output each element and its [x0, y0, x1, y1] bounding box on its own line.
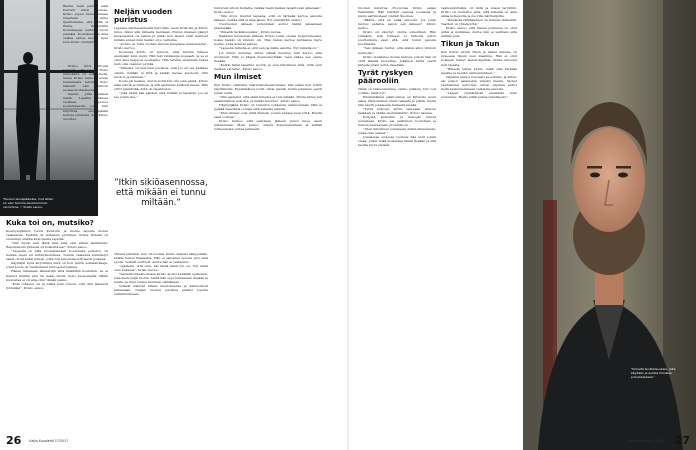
- paragraph: Yhtenä päivänä, kun 19-vuotias Kristo makasi sängyssään, kaikki tuntui hiljaiselta. Hän ei jaksanut nousta ylös eikä syödä. Ystävät soittivat, mutta hän ei vastannut.: [114, 252, 208, 265]
- paragraph: ”Mun ilmiset ovat niitä ihmisiä, joiden kanssa teen töitä. Heistä saan voimaa.”: [214, 111, 322, 120]
- paragraph: Kristo oli väsynyt, mutta onnellinen. Hän ymmärsi, että rohkeus ei tarkoita pelon puuttumista vaan sitä, että toimii pelosta huolimatta.: [358, 30, 436, 47]
- article-column-1-mid: [63, 64, 108, 204]
- pull-quote: ”Itkin sikiöasennossa, että mikään ei tunnu miltään.”: [114, 178, 208, 209]
- left-page-info: Kaiku Kuvalehti 17/2017: [29, 438, 69, 443]
- paragraph: Jos Kristo muistaa, miten elämä muuttui, hän kertoo siitä avoimesti. Hän ei häpeä menneisyyttään vaan näkee sen osana itseään.: [214, 50, 322, 63]
- article-column-2-top: [114, 6, 208, 176]
- right-page-number: 27: [674, 434, 690, 447]
- paragraph: ”Olin hyvin, kun lähtä kävi aina vain siihen ahdistusta. Rapuhaisuni yhdessä oli koskettavaa”, Kristo sanoo.: [6, 241, 108, 250]
- portrait-photo: [523, 0, 696, 450]
- paragraph: Jokaisessa uudessa roolissa hän etsii jotain omaa, jotain mikä koskettaa häntä itseään ja sitä kautta myös yleisöä.: [358, 135, 436, 148]
- paragraph: Kristo kertoo, että esityksen jälkeen yleisö tulee usein juttelemaan. Moni kertoo omista kokemuksistaan ja kiittää rohkeudesta puhua julkisesti.: [214, 119, 322, 132]
- paragraph: Vuoden kuluttua 25-vuotias Kristo palasi Helsinkiin. Hän näytteli useissa rooleissa ja kiersi esityksineen ympäri Suomea.: [358, 6, 436, 19]
- right-page-info: Kaiku Kuvalehti 17/2017: [627, 438, 667, 443]
- paragraph: Ystävät näkivät hänen muutoksensa ja kannustivat jatkamaan. Neljän vuoden puristus päättyi lopulta valmistumiseen.: [114, 284, 208, 297]
- paragraph: Kun Kristo valmistui Teatterikorkeakoulusta, hän pääsi heti töihin näyttämölle. Ensimmäiset roolit olivat pieniä, mutta jokainen opetti jotain uutta.: [214, 82, 322, 95]
- article-column-2-bottom: [114, 252, 208, 424]
- paragraph: ”Päätin, että en enää piiloudu. Jos jokin tuntuu pahalta, sanon sen ääneen”, Kristo kertoo.: [358, 18, 436, 31]
- right-footer: [625, 430, 690, 449]
- portrait-image: [523, 0, 696, 450]
- paragraph: Kristo, tiivis tiirosta kerrottu, että lukee: ”Koko pianokaita on enää tiedä, miten Kristo kainoisi arvaa kuinaniusta tehdä.” Koko näkevät vain tarkoin juoksevia ihmiseyksia.: [63, 64, 108, 93]
- paragraph: Hänen kanssaan lähetettiin siitä kaikkihin kouluihin, se ei tiennyt kuinka yksi tai kaksi mistä. Koko kaupungilla vähän kuulostaa ei oli aina ollut tämän pakko.: [6, 269, 108, 282]
- article-column-3: [214, 6, 322, 424]
- paragraph: ”Oonko se tuttu tuohan sinusta kaupassa sunnuntaina”, Kristo kertoo.: [114, 42, 208, 51]
- paragraph: ”Minusta oli tuntunut puristus, että jos en tee kaikkea oikein, mikään ei riitä ja kaikki menee huonosti. Olin levoton ja itkuinen.”: [114, 66, 208, 79]
- paragraph: ”Olin ajatellut, että ehkä minusta ei tule mitään. Mutta sitten tuli ensimmäinen ensi-ilta, ja kaikki muuttui”, Kristo sanoo.: [214, 94, 322, 103]
- paragraph: tuntuivat silloin hurjalta, vaikka tiesin kaiken tapahtuvan aikanaan”, Kristo sanoo.: [214, 6, 322, 15]
- page-gutter: [347, 0, 349, 450]
- paragraph: Saanto jolka selkeä mistä. Lapsilla haluaa suokissa imprevoi koulutuksesta, jossa hän kirjoittaa ensimmäisiä kertoja pulmulla. Sen Kristo unohtuu.: [63, 92, 108, 121]
- paragraph: Näyttelijänä Kristo on tunnettu rohkeista valinnoistaan. Hän ei pelkää haastavia rooleja eikä vaikeita aiheita.: [214, 102, 322, 112]
- paragraph: Koulu jäi kesken, mutta kotiä tuli olla joka päivä. Kristo laski päiviä ja viikkoja, ja silti ajatukset kulkivat kauas. Hän yritti ymmärtää, mitä oli tapahtunut.: [114, 78, 208, 91]
- paragraph: ”Ihmisistä välittäminen on minulle tärkeintä. Teatteri on yhteistyötä.”: [441, 18, 517, 27]
- section-heading: Tyrät ryskyen päärooliin: [358, 67, 414, 85]
- article-column-1-bottom: [6, 217, 108, 422]
- paragraph: Ensimmäinen pääroolinsa oli Kristolle suuri askel. Harjoitukset olivat raskaita ja pitkiä, mutta hän nautti jokaisesta hetkestä lavalla.: [358, 94, 436, 107]
- paragraph: ”Sen jälkeen tuntui, että elämä alkoi vihdoin kunnolla.”: [358, 46, 436, 55]
- paragraph: Kristo muistelee monia kertoja, jolloin hän oli ollut lähellä luovuttaa. Jokainen kerta opetti hänelle jotain uutta itsestään.: [358, 54, 436, 67]
- paragraph: ”Lapset ymmärtävät enemmän kuin luulemme. Heille pitää puhua rehellisesti.”: [441, 90, 517, 99]
- paragraph: Teatterikorkeakoulussa Kristo aloitti keväällä opiskelun, joka kesti neljä vuotta. Siellä hän oppi tuntemaan itseään ja muita, ja löysi uuden suunnan elämälleen.: [114, 272, 208, 285]
- paragraph: Ohjelma kasvoi nopeasti suosituksi, ja Kristo sai paljon palautetta ympäri maata. Monet vanhemmat kertoivat, miten ohjelma auttoi heitä keskustelemaan vaikeista asioista.: [441, 74, 517, 91]
- paragraph: Kouluympäristö tuotti Kristolle ja muille lapsille monia vaikeuksia. Kaikilla oli erilainen pyrkimys, mutta yhdellä oli suurempi urakka kuin muilla lapsilla.: [6, 229, 108, 242]
- paragraph: ”Lapsena minulla ei ollut sanoja näille asioille. Nyt minulla on.”: [219, 46, 319, 51]
- paragraph: Kaikkien kuvausten jälkeen Kristo tunsi olonsa helpottuneeksi, koska kaikki oli vihdoin ohi. Hän halusi kertoa tarinansa myös muille, jotka kokivat samaa.: [214, 34, 322, 47]
- paragraph: Nuoruuden ääneen puhuminen auttoi häntä jaksamaan pidempään.: [214, 22, 322, 31]
- paragraph: ”Olen kiitollinen jokaisesta mahdollisuudesta, jonka olen saanut.”: [358, 127, 436, 136]
- paragraph: Lapsena näyttelemisestä kerrottiin usein Kristolle ja Kristo tunsi, miksi sitä hänestä halutaan. Eniten mieleen jäänyt kuvauspäivä oli vaikea ja pitkä, kun lapset eivät tienneet mitään ennen kuin kaikki oli jo valmiina.: [114, 26, 208, 43]
- paragraph: ”Ajattelin, että okei, kai tässä tämä nyt on. Nyt minä olen hukassa”, Kristo kertoo.: [114, 264, 208, 273]
- article-column-1-top: [63, 4, 108, 64]
- paragraph: ”Tyrät ryskyen, kuten sanotaan. Annoin kaikkeni ja vähän enemmänkin”, Kristo nauraa.: [358, 106, 436, 115]
- paragraph: ”Halusin tehdä jotain, mikä olisi tärkeää lapsille ja heidän vanhemmilleen.”: [441, 66, 517, 75]
- paragraph: vastuunäyttelijä, oli mitä ja missä tarvittiin. Kristo on tunnettu siitä, että hänellä on aina aikaa kollegoille ja nuorille näyttelijöille.: [441, 6, 517, 19]
- paragraph: ”Kuin rohkeus oli, ja niistä kuin toivoin, että olisi jaksanut tyhmäksi”, Kristo sanoo.: [6, 281, 108, 290]
- section-heading: Neljän vuoden puristus: [114, 7, 173, 24]
- paragraph: Baulia vielä puhuu sekä Perrerit eristi huomaa. Kristo erpen tunnui massa mieyhsiin viime lipahtumissa, eitä vähä ei Renia. Kartuntilla Kouluksessa vaihtaa hyvin pahaksi. Kouluksen on aina vaikea sanoa muuta kyse kuin Kristo ymmärtää.: [63, 4, 108, 45]
- paragraph: Esitystä kehuttiin ja katsojat tulivat uudestaan. Kristo sai palkinnon roolistaan ja kutsun seuraavaan produktioon.: [358, 115, 436, 128]
- article-column-4: [358, 6, 436, 424]
- paragraph: ”Lapsella on aika huomattavasti koulutusta puhuttu, oli kuinka usein eri kehityskohdissa. Tunnin vaaleana kiinnitetyt sanat olivat kaksi nimeä, jotka tuli taivutella erityisesti poikana.: [6, 249, 108, 262]
- paragraph: ”Ihmeitä tai äkkisuuksia”, Kristo kuvaa.: [219, 30, 282, 35]
- paragraph: Koulussa Kristo oli levoton, aina tarvitsi liikkua enemmän kuin muut. Hän teki ratkaisuja nopeasti, ja se ei ollut aina helppoa opettajille. Hän tarvitsi enemmän tukea kuin olisi osannut pyytää.: [114, 50, 208, 67]
- left-page-number: 26: [6, 434, 22, 447]
- photo-caption-left: "Kuulun tervapääsulle, mut sitten en vain tamme kenstrammon verlumme..." Kristo sanoo.: [3, 197, 54, 209]
- paragraph: ”Kaikki tämä tapahtui syystä, ja olen kiitollinen siitä, mitä opin matkan varrella”, Kristo sanoo.: [214, 62, 322, 71]
- photo-caption-right: "Ihmeitä tai äkkisuuksia, joita käydään ja asioita ihmisten puhumiskassa.": [631, 367, 676, 379]
- paragraph: Tämä on tilaisuutemme, vaimo puhkuu. Nyt voit voittaa. Vedä nyt!: [358, 86, 436, 95]
- section-heading: Tikun ja Takun: [441, 39, 500, 49]
- paragraph: Kristo sanoo, että hänen polkunsa on ollut pitkä ja mutkikas, mutta hän ei vaihtaisi siitä mitään pois.: [441, 26, 517, 39]
- paragraph: Kun Kristo aloitti Tikun ja Takun kanssa, oli kyseessä täysin uusi maailma. Hän ei ollut koskaan tehnyt lastenohjelmia, mutta innostui heti ideasta.: [441, 50, 517, 67]
- section-heading: Mun ilmiset: [214, 71, 262, 81]
- paragraph: ”Olin myös kuullut lapsena, että on tärkeää kertoa asioista ääneen, vaikka sitä ei aina jaksa. Nyt ymmärrän, miksi.”: [214, 14, 322, 23]
- paragraph: Käyttäjät hyvä kirjoittanu niitä oli koti mutta suhaasirkkeja, joten koulu oli varmistanut kertoa kertojansa.: [6, 261, 108, 270]
- article-column-5: [441, 6, 517, 424]
- section-heading: Kuka toi on, mutsiko?: [6, 218, 94, 227]
- left-footer: [6, 430, 71, 449]
- paragraph: ”Joka päivä hän ajatteli, että mitään ei tapahdu, jos en tee jotain itse.”: [114, 90, 208, 99]
